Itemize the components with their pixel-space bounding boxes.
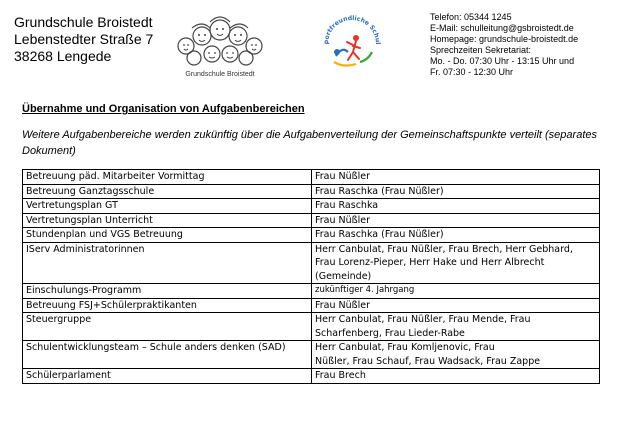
- svg-text:Sportfreundliche Schule: [322, 12, 381, 45]
- table-row: [23, 341, 600, 369]
- task-person: [312, 313, 600, 341]
- table-row: [23, 213, 600, 228]
- sport-logo-text: portfreundliche Schul: [322, 14, 382, 45]
- table-row: [23, 298, 600, 313]
- school-logo-caption: Grundschule Broistedt: [185, 71, 255, 78]
- intro-text: Weitere Aufgabenbereiche werden zukünftig über die Aufgabenverteilung der Gemeinschaftspunkte verteilt (separates Dokument): [22, 129, 597, 157]
- sport-school-icon: [322, 12, 382, 74]
- school-address: [14, 14, 153, 65]
- sport-friendly-school-logo: [322, 12, 382, 74]
- task-person: Frau Raschka (Frau Nüßler): [312, 228, 600, 243]
- task-area: Steuergruppe: [23, 313, 312, 341]
- contact-phone: Telefon: 05344 1245: [430, 12, 512, 22]
- table-row: [23, 199, 600, 214]
- task-person: Frau Nüßler: [312, 213, 600, 228]
- task-person: [312, 242, 600, 284]
- task-person-line: Herr Canbulat, Frau Nüßler, Frau Brech, Herr Gebhard,: [315, 243, 573, 255]
- task-person: Frau Raschka: [312, 199, 600, 214]
- contact-email: E-Mail: schulleitung@gsbroistedt.de: [430, 23, 574, 33]
- table-row: [23, 170, 600, 185]
- task-area: IServ Administratorinnen: [23, 242, 312, 284]
- task-person: [312, 341, 600, 369]
- task-person-line: Frau Lorenz-Pieper, Herr Hake und Herr Albrecht: [315, 257, 545, 268]
- task-person-line: Scharfenberg, Frau Lieder-Rabe: [315, 327, 465, 339]
- office-hours-label: Sprechzeiten Sekretariat:: [430, 45, 532, 55]
- table-row: [23, 242, 600, 284]
- children-drawing-icon: [176, 10, 264, 70]
- table-row: [23, 184, 600, 199]
- office-hours-weekdays: Mo. - Do. 07:30 Uhr - 13:15 Uhr und: [430, 56, 575, 66]
- section-heading: Übernahme und Organisation von Aufgabenbereichen: [22, 103, 305, 115]
- school-street: Lebenstedter Straße 7: [14, 31, 154, 47]
- task-area: Stundenplan und VGS Betreuung: [23, 228, 312, 243]
- task-person: Frau Raschka (Frau Nüßler): [312, 184, 600, 199]
- school-name: Grundschule Broistedt: [14, 14, 153, 30]
- task-area: Einschulungs-Programm: [23, 284, 312, 299]
- contact-homepage: Homepage: grundschule-broistedt.de: [430, 34, 579, 44]
- task-area: Vertretungsplan Unterricht: [23, 213, 312, 228]
- office-hours-friday: Fr. 07:30 - 12:30 Uhr: [430, 67, 514, 77]
- contact-block: [430, 12, 578, 78]
- school-logo: [176, 10, 264, 80]
- table-row: [23, 284, 600, 299]
- task-area: Betreuung FSJ+Schülerpraktikanten: [23, 298, 312, 313]
- table-row: [23, 369, 600, 384]
- task-person: Frau Nüßler: [312, 298, 600, 313]
- school-city: 38268 Lengede: [14, 48, 112, 64]
- task-area: Schulentwicklungsteam – Schule anders denken (SAD): [23, 341, 312, 369]
- task-person: Frau Nüßler: [312, 170, 600, 185]
- task-area: Betreuung päd. Mitarbeiter Vormittag: [23, 170, 312, 185]
- table-row: [23, 313, 600, 341]
- table-row: [23, 228, 600, 243]
- task-area: Schülerparlament: [23, 369, 312, 384]
- task-person: Frau Brech: [312, 369, 600, 384]
- task-person-line: Herr Canbulat, Frau Komljenovic, Frau: [315, 342, 495, 353]
- task-table: [22, 169, 600, 384]
- task-person: zukünftiger 4. Jahrgang: [312, 284, 600, 299]
- task-person-line: Nüßler, Frau Schauf, Frau Wadsack, Frau Zappe: [315, 355, 541, 367]
- task-area: Vertretungsplan GT: [23, 199, 312, 214]
- task-person-line: (Gemeinde): [315, 270, 372, 282]
- task-person-line: Herr Canbulat, Frau Nüßler, Frau Mende, Frau: [315, 314, 531, 325]
- task-area: Betreuung Ganztagsschule: [23, 184, 312, 199]
